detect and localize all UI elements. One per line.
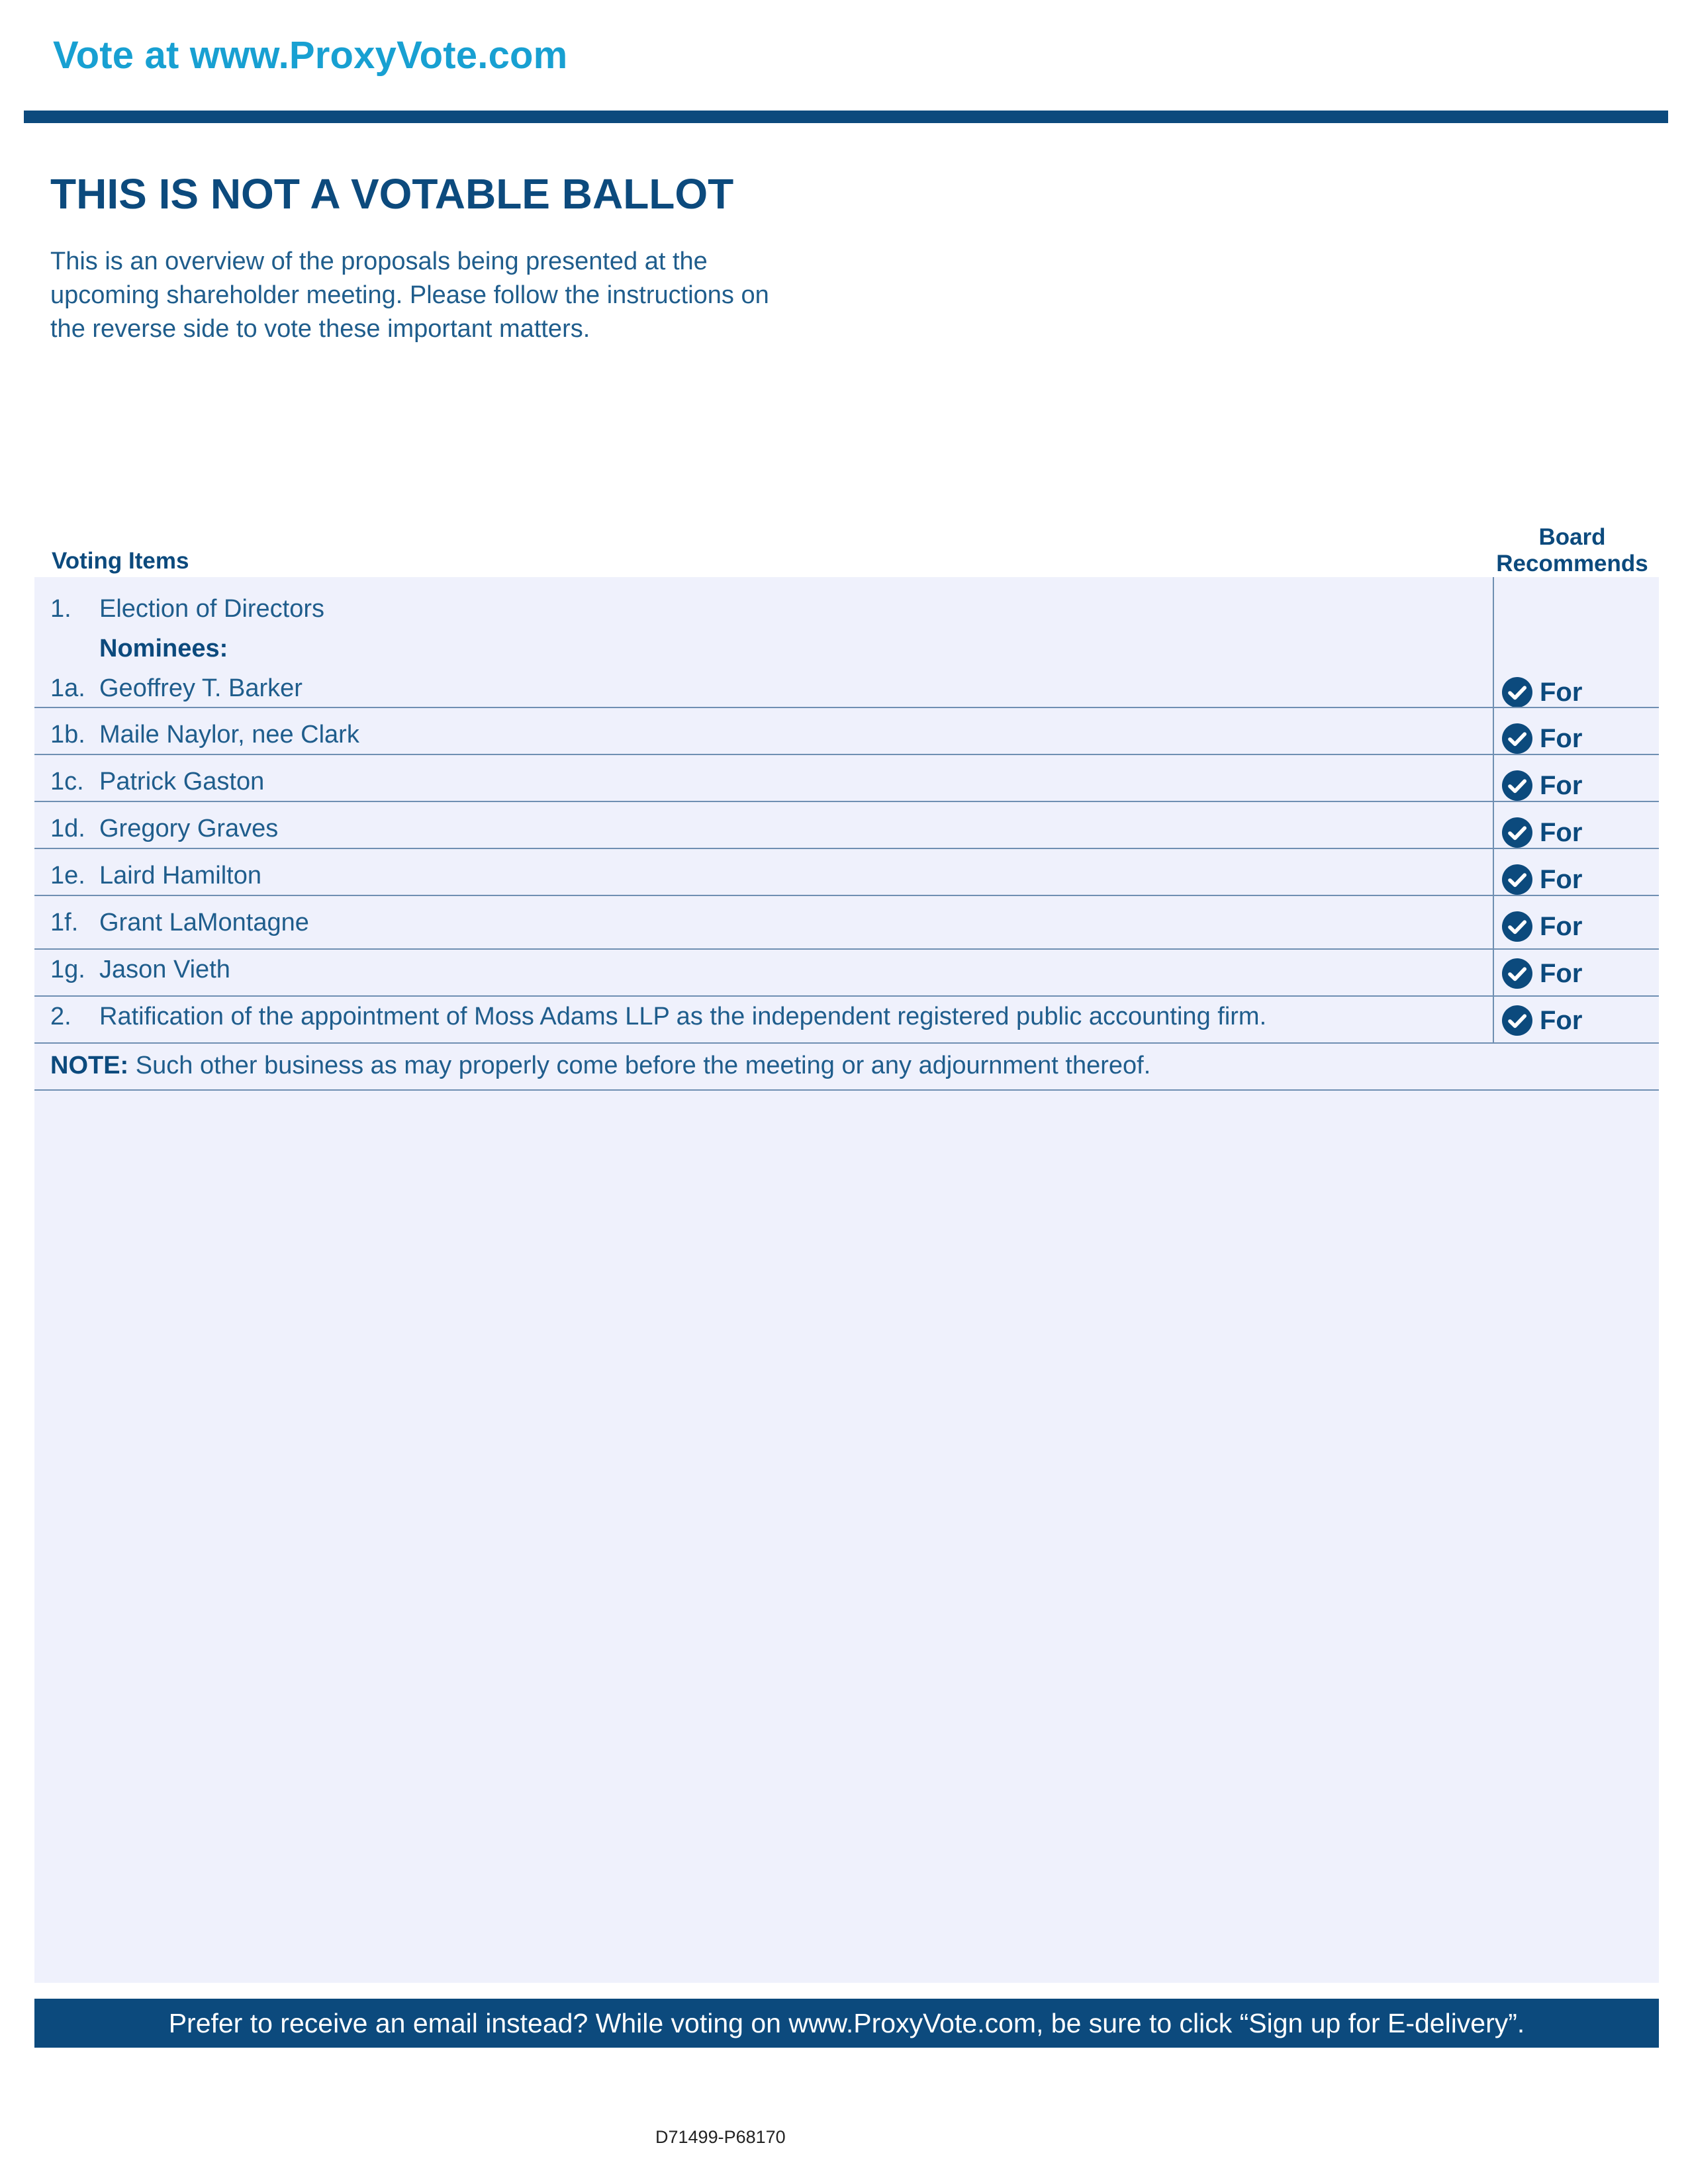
nominee-name: Geoffrey T. Barker [99,674,303,702]
board-recommendation [1501,864,1582,895]
item-number: 1f. [50,909,79,936]
proxyvote-link[interactable]: Vote at www.ProxyVote.com [53,34,568,77]
row-divider [34,754,1659,755]
check-circle-icon [1501,958,1533,989]
note-label: NOTE: [50,1052,129,1079]
check-circle-icon [1501,864,1533,895]
note-body: Such other business as may properly come before the meeting or any adjournment thereof. [128,1052,1151,1079]
item-text: Election of Directors [99,595,325,623]
check-circle-icon [1501,1005,1533,1036]
recommendation-label: For [1540,912,1583,941]
voting-items-panel [34,577,1659,1983]
board-recommendation [1501,1005,1582,1036]
recommendation-label: For [1540,678,1583,707]
item-number: 1g. [50,956,85,983]
proposal-text: Ratification of the appointment of Moss Adams LLP as the independent registered public accounting firm. [99,1003,1267,1030]
recommendation-label: For [1540,1006,1583,1035]
nominee-name: Patrick Gaston [99,768,265,796]
recommendation-label: For [1540,771,1583,800]
nominee-name: Maile Naylor, nee Clark [99,721,359,749]
row-divider [34,848,1659,849]
nominee-name: Laird Hamilton [99,862,261,889]
recommendation-label: For [1540,724,1583,753]
item-number: 1d. [50,815,85,842]
footer-text: Prefer to receive an email instead? While voting on www.ProxyVote.com, be sure to click “Sign up for E-delivery”. [168,2007,1525,2038]
page-title: THIS IS NOT A VOTABLE BALLOT [50,170,734,218]
row-divider [34,707,1659,708]
intro-line: upcoming shareholder meeting. Please follow the instructions on [50,281,769,309]
row-divider [34,948,1659,950]
column-divider [1493,577,1494,1043]
row-divider [34,801,1659,802]
board-recommendation [1501,676,1582,708]
header-divider [24,111,1668,123]
board-recommendation [1501,817,1582,848]
item-number: 1b. [50,721,85,749]
intro-line: the reverse side to vote these important matters. [50,315,590,343]
recommendation-label: For [1540,818,1583,847]
item-number: 1e. [50,862,85,889]
row-divider [34,995,1659,997]
board-recommendation [1501,770,1582,801]
item-number: 1c. [50,768,84,796]
footer-banner [34,1999,1659,2048]
note-text [50,1051,1150,1080]
item-number: 1. [50,595,71,623]
check-circle-icon [1501,817,1533,848]
item-number: 2. [50,1003,71,1030]
board-heading-line: Recommends [1496,551,1648,576]
board-recommendation [1501,723,1582,754]
recommendation-label: For [1540,865,1583,894]
board-recommends-heading [1489,524,1655,577]
nominee-name: Gregory Graves [99,815,279,842]
row-divider [34,895,1659,896]
board-heading-line: Board [1538,524,1606,550]
row-divider [34,1042,1659,1044]
nominees-label: Nominees: [99,635,228,662]
voting-items-heading: Voting Items [52,548,189,574]
check-circle-icon [1501,723,1533,754]
item-number: 1a. [50,674,85,702]
check-circle-icon [1501,676,1533,708]
board-recommendation [1501,911,1582,942]
intro-paragraph [50,245,871,346]
check-circle-icon [1501,770,1533,801]
board-recommendation [1501,958,1582,989]
recommendation-label: For [1540,959,1583,988]
row-divider [34,1089,1659,1091]
nominee-name: Grant LaMontagne [99,909,309,936]
check-circle-icon [1501,911,1533,942]
nominee-name: Jason Vieth [99,956,230,983]
intro-line: This is an overview of the proposals being presented at the [50,248,708,275]
document-code: D71499-P68170 [655,2127,786,2147]
